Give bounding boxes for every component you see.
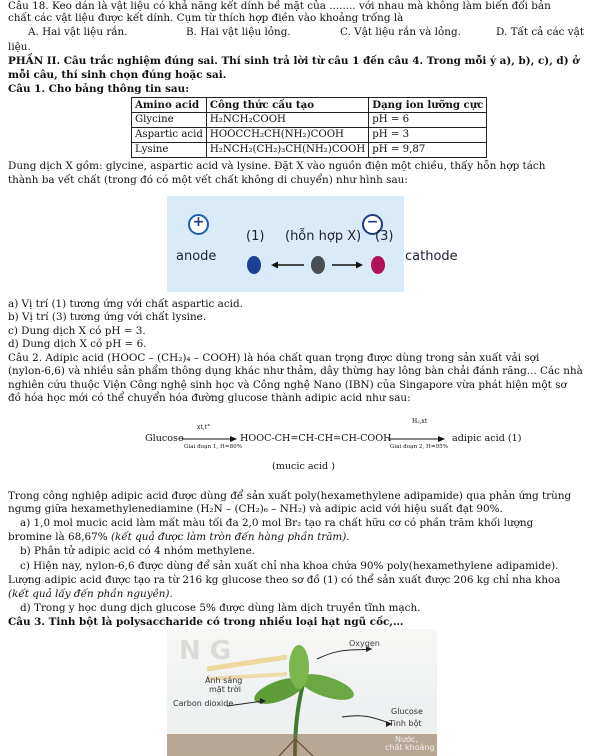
scheme-mucic-acid-label: (mucic acid ) [272, 461, 335, 472]
q3-title: Câu 3. Tinh bột là polysaccharide có trong nhiều loại hạt ngũ cốc,… [8, 616, 404, 628]
table-cell: pH = 3 [369, 128, 487, 143]
part2-heading-line2: mỗi câu, thí sinh chọn đúng hoặc sai. [8, 69, 227, 81]
label-sunlight-1: Ánh sáng [205, 676, 243, 685]
amino-acid-table [131, 97, 487, 158]
q3-title-line [8, 616, 601, 629]
table-cell: pH = 6 [369, 113, 487, 128]
scheme-intermediate: HOOC-CH=CH-CH=CH-COOH [240, 433, 392, 444]
q2-statement-c-line2: Lượng adipic acid được tạo ra từ 216 kg glucose theo sơ đồ (1) có thể sản xuất được 206 kg chỉ nha khoa [8, 574, 561, 586]
q2-intro-line2: (nylon-6,6) và nhiều sản phẩm thông dụng khác như thảm, dây thừng hay lông bàn chải đánh răng... Các nhà [8, 365, 583, 377]
table-row [132, 143, 487, 158]
q18-text-line2: chất các vật liệu được kết dính. Cụm từ thích hợp điền vào khoảng trống là [8, 12, 404, 24]
table-cell: Lysine [132, 143, 207, 158]
q2-para-line2: ngưng giữa hexamethylenediamine (H₂N – (CH₂)₆ – NH₂) và adipic acid với hiệu suất đạt 90%. [8, 503, 503, 515]
cathode-minus-icon: − [362, 214, 383, 235]
label-water: Nước, [395, 735, 418, 744]
anode-plus-icon: + [188, 214, 209, 235]
q1-statement-c: c) Dung dịch X có pH = 3. [8, 325, 146, 337]
watermark-text: N G [179, 636, 232, 666]
q1-statement-a: a) Vị trí (1) tương ứng với chất aspartic acid. [8, 298, 243, 310]
label-mixture-x: (hỗn hợp X) [285, 229, 362, 244]
photosynthesis-image [167, 629, 437, 756]
q18-text-line1: Câu 18. Keo dán là vật liệu có khả năng kết dính bề mặt của ........ với nhau mà không làm biến đổi bản [8, 0, 551, 12]
q1-statement-b: b) Vị trí (3) tương ứng với chất lysine. [8, 311, 207, 323]
q2-intro-line3: nghiên cứu thuộc Viện Công nghệ sinh học và Công nghệ Nano (IBN) của Singapore vừa phát hiện một sơ [8, 379, 567, 391]
q1-title: Câu 1. Cho bảng thông tin sau: [8, 83, 190, 95]
q2-statement-a-line1: a) 1,0 mol mucic acid làm mất màu tối đa 2,0 mol Br₂ tạo ra chất hữu cơ có phần trăm khối lượng [20, 517, 534, 529]
scheme-arrow2-condition: H₂,xt [412, 418, 428, 425]
label-position-1: (1) [246, 229, 265, 244]
q18-option-c: C. Vật liệu rắn và lỏng. [340, 26, 461, 38]
label-starch: Tinh bột [389, 719, 422, 728]
label-oxygen: Oxygen [349, 639, 380, 648]
table-cell: pH = 9,87 [369, 143, 487, 158]
label-position-3: (3) [375, 229, 394, 244]
scheme-arrow2 [388, 434, 446, 444]
q2-statement-c-note: (kết quả lấy đến phần nguyên). [8, 588, 173, 600]
q18-option-d: D. Tất cả các vật [496, 26, 585, 38]
q1-statement-d: d) Dung dịch X có pH = 6. [8, 338, 147, 350]
migration-arrows [167, 196, 404, 292]
scheme-arrow1 [182, 434, 238, 444]
table-cell: H₂NCH₂COOH [206, 113, 368, 128]
scheme-arrow1-step: Giai đoạn 1, H=80% [184, 444, 242, 450]
part2-heading-line1: PHẦN II. Câu trắc nghiệm đúng sai. Thí sinh trả lời từ câu 1 đến câu 4. Trong mỗi ý a), b), c), d) ở [8, 55, 580, 67]
scheme-arrow2-step: Giai đoạn 2, H=95% [390, 444, 448, 450]
q18-option-a: A. Hai vật liệu rắn. [28, 26, 128, 38]
table-header: Amino acid [132, 98, 207, 113]
q18-option-b: B. Hai vật liệu lỏng. [186, 26, 291, 38]
q2-intro-line1: Câu 2. Adipic acid (HOOC – (CH₂)₄ – COOH) là hóa chất quan trọng được dùng trong sản xuất vải sợi [8, 352, 540, 364]
table-row [132, 128, 487, 143]
table-header-row [132, 98, 487, 113]
anode-label: anode [176, 249, 217, 264]
cathode-label: cathode [405, 249, 458, 264]
scheme-arrow1-condition: xt,t° [197, 424, 211, 431]
table-header: Công thức cấu tạo [206, 98, 368, 113]
table-cell: Aspartic acid [132, 128, 207, 143]
electrophoresis-diagram [167, 196, 458, 292]
q2-statement-d: d) Trong y học dung dịch glucose 5% được dùng làm dịch truyền tĩnh mạch. [20, 602, 421, 614]
q2-statement-a-line2 [8, 531, 601, 544]
q2-statement-a-note: (kết quả được làm tròn đến hàng phần trăm). [110, 531, 350, 543]
label-minerals: chất khoáng [385, 743, 435, 752]
label-carbon-dioxide: Carbon dioxide [173, 699, 234, 708]
scheme-product: adipic acid (1) [452, 433, 522, 444]
q1-intro-line2: thành ba vết chất (trong đó có một vết chất không di chuyển) như hình sau: [8, 174, 408, 186]
q1-intro-line1: Dung dịch X gồm: glycine, aspartic acid và lysine. Đặt X vào nguồn điện một chiều, thấy hỗn hợp tách [8, 160, 546, 172]
table-cell: H₂NCH₂(CH₂)₃CH(NH₂)COOH [206, 143, 368, 158]
table-cell: HOOCCH₂CH(NH₂)COOH [206, 128, 368, 143]
q2-statement-a-text: bromine là 68,67% [8, 531, 111, 543]
q2-intro-line4: đồ hóa học mới có thể chuyển hóa đường glucose thành adipic acid như sau: [8, 392, 411, 404]
label-glucose: Glucose [391, 707, 423, 716]
table-cell: Glycine [132, 113, 207, 128]
q2-para-line1: Trong công nghiệp adipic acid được dùng để sản xuất poly(hexamethylene adipamide) qua phản ứng trùng [8, 490, 572, 502]
q2-statement-b: b) Phân tử adipic acid có 4 nhóm methylene. [20, 545, 256, 557]
scheme-glucose: Glucose [145, 433, 184, 444]
q2-statement-c-line1: c) Hiện nay, nylon-6,6 được dùng để sản xuất chỉ nha khoa chứa 90% poly(hexamethylene adipamide). [20, 560, 559, 572]
q18-option-d-continued: liệu. [8, 41, 31, 53]
label-sunlight-2: mặt trời [209, 685, 241, 694]
table-header: Dạng ion lưỡng cực [369, 98, 487, 113]
table-row [132, 113, 487, 128]
